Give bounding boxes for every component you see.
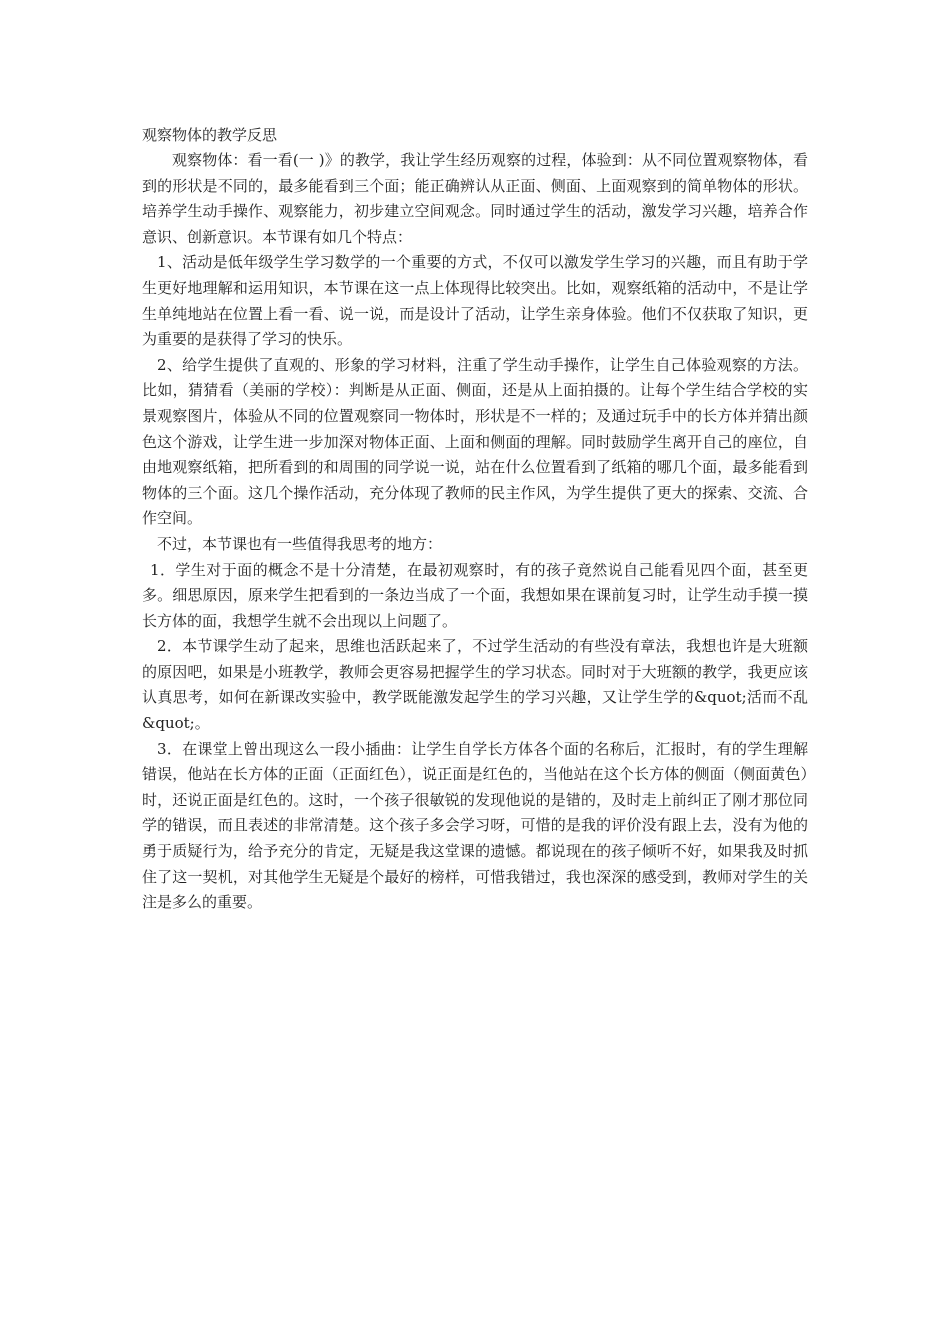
paragraph-point-2: 2、给学生提供了直观的、形象的学习材料，注重了学生动手操作，让学生自己体验观察的方法。比如，猜猜看（美丽的学校）：判断是从正面、侧面，还是从上面拍摄的。让每个学生结合学校的实景观察图片，体验从不同的位置观察同一物体时，形状是不一样的；及通过玩手中的长方体并猜出颜色这个游戏，让学生进一步加深对物体正面、上面和侧面的理解。同时鼓励学生离开自己的座位，自由地观察纸箱，把所看到的和周围的同学说一说，站在什么位置看到了纸箱的哪几个面，最多能看到物体的三个面。这几个操作活动，充分体现了教师的民主作风，为学生提供了更大的探索、交流、合作空间。 xyxy=(142,355,808,528)
paragraph-intro: 观察物体：看一看(一 )》的教学，我让学生经历观察的过程，体验到：从不同位置观察物体，看到的形状是不同的，最多能看到三个面；能正确辨认从正面、侧面、上面观察到的简单物体的形状。培养学生动手操作、观察能力，初步建立空间观念。同时通过学生的活动，激发学习兴趣，培养合作意识、创新意识。本节课有如几个特点： xyxy=(142,151,808,246)
paragraph-point-1: 1、活动是低年级学生学习数学的一个重要的方式，不仅可以激发学生学习的兴趣，而且有助于学生更好地理解和运用知识，本节课在这一点上体现得比较突出。比如，观察纸箱的活动中，不是让学生单纯地站在位置上看一看、说一说，而是设计了活动，让学生亲身体验。他们不仅获取了知识，更为重要的是获得了学习的快乐。 xyxy=(142,253,808,349)
paragraph-issue-3: 3．在课堂上曾出现这么一段小插曲：让学生自学长方体各个面的名称后，汇报时，有的学生理解错误，他站在长方体的正面（正面红色），说正面是红色的，当他站在这个长方体的侧面（侧面黄色）时，还说正面是红色的。这时，一个孩子很敏锐的发现他说的是错的，及时走上前纠正了刚才那位同学的错误，而且表述的非常清楚。这个孩子多会学习呀，可惜的是我的评价没有跟上去，没有为他的勇于质疑行为，给予充分的肯定，无疑是我这堂课的遗憾。都说现在的孩子倾听不好，如果我及时抓住了这一契机，对其他学生无疑是个最好的榜样，可惜我错过，我也深深的感受到，教师对学生的关注是多么的重要。 xyxy=(142,739,808,912)
paragraph-issue-2: 2．本节课学生动了起来，思维也活跃起来了，不过学生活动的有些没有章法，我想也许是大班额的原因吧，如果是小班教学，教师会更容易把握学生的学习状态。同时对于大班额的教学，我更应该认真思考，如何在新课改实验中，教学既能激发起学生的学习兴趣，又让学生学的&quot;活而不乱&quot;。 xyxy=(142,637,808,733)
paragraph-issue-1: 1．学生对于面的概念不是十分清楚，在最初观察时，有的孩子竟然说自己能看见四个面，甚至更多。细思原因，原来学生把看到的一条边当成了一个面，我想如果在课前复习时，让学生动手摸一摸长方体的面，我想学生就不会出现以上问题了。 xyxy=(142,560,808,630)
document-page xyxy=(142,122,808,916)
paragraph-reflection-intro: 不过，本节课也有一些值得我思考的地方： xyxy=(157,534,443,553)
document-title: 观察物体的教学反思 xyxy=(142,126,278,144)
